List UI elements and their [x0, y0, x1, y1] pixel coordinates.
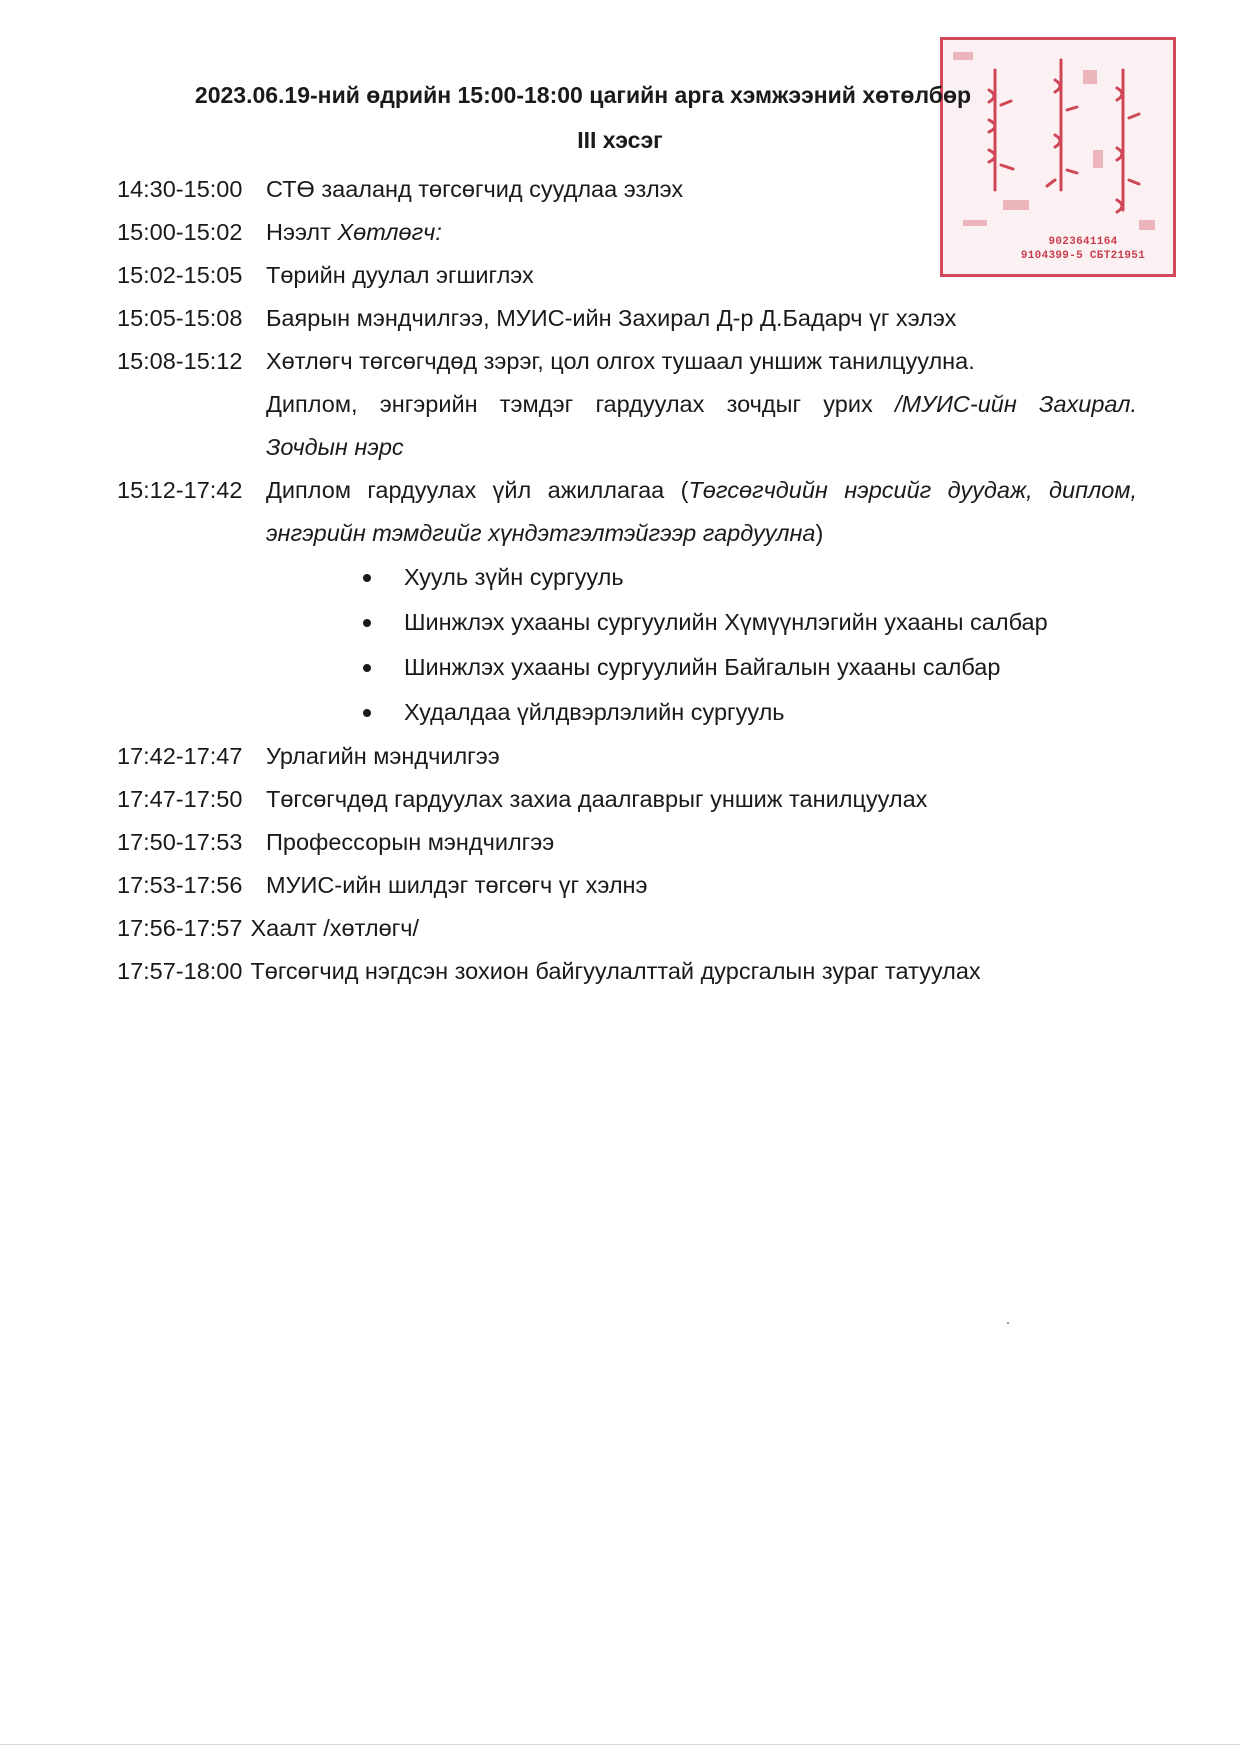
schedule-time: 15:12-17:42 [117, 477, 243, 503]
schedule-item [117, 735, 1137, 778]
host-label: Хөтлөгч: [337, 219, 442, 245]
schedule-text: Төгсөгчдөд гардуулах захиа даалгаврыг уншиж танилцуулах [266, 786, 928, 812]
schedule-text: Урлагийн мэндчилгээ [266, 743, 500, 769]
schedule-time: 17:56-17:57 [117, 915, 243, 941]
schedule-item [117, 469, 1137, 555]
schedule-item [117, 340, 1137, 469]
schedule-text: СТӨ зааланд төгсөгчид суудлаа эзлэх [266, 176, 684, 202]
schedule-item [117, 864, 1137, 907]
list-item: Хууль зүйн сургууль [363, 555, 1137, 600]
schedule-item [117, 254, 1137, 297]
schedule-text: Профессорын мэндчилгээ [266, 829, 555, 855]
schedule-text: Диплом гардуулах үйл ажиллагаа (Төгсөгчдийн нэрсийг дуудаж, диплом, энгэрийн тэмдгийг хүндэтгэлтэйгээр гардуулна) [266, 477, 1137, 546]
schedule-time: 17:53-17:56 [117, 872, 243, 898]
schedule-item [117, 907, 1137, 950]
schedule-item [117, 821, 1137, 864]
schedule-time: 15:00-15:02 [117, 219, 243, 245]
schedule-text: Баярын мэндчилгээ, МУИС-ийн Захирал Д-р Д.Бадарч үг хэлэх [266, 305, 957, 331]
schedule-time: 15:08-15:12 [117, 348, 243, 374]
schedule-text: Хөтлөгч төгсөгчдөд зэрэг, цол олгох тушаал уншиж танилцуулна. Диплом, энгэрийн тэмдэг гардуулах зочдыг урих /МУИС-ийн Захирал. Зочдын нэрс [266, 348, 1137, 460]
bullet-icon [363, 664, 371, 672]
page-edge-line [0, 1744, 1240, 1745]
schedule-time: 17:50-17:53 [117, 829, 243, 855]
schedule-text: Нээлт Хөтлөгч: [266, 219, 442, 245]
document-subtitle: III хэсэг [577, 127, 663, 153]
schedule-text: Төгсөгчид нэгдсэн зохион байгуулалттай дурсгалын зураг татуулах [250, 958, 981, 984]
bullet-icon [363, 709, 371, 717]
schedule-time: 15:05-15:08 [117, 305, 243, 331]
schedule-time: 17:47-17:50 [117, 786, 243, 812]
list-item: Шинжлэх ухааны сургуулийн Байгалын ухааны салбар [363, 645, 1137, 690]
schedule-item [117, 211, 1137, 254]
schedule-text: МУИС-ийн шилдэг төгсөгч үг хэлнэ [266, 872, 648, 898]
list-item: Шинжлэх ухааны сургуулийн Хүмүүнлэгийн ухааны салбар [363, 600, 1137, 645]
schedule-item [117, 950, 1137, 993]
bullet-icon [363, 619, 371, 627]
scan-speck [1007, 1322, 1009, 1324]
bullet-icon [363, 574, 371, 582]
schedule-text: Хаалт /хөтлөгч/ [250, 915, 419, 941]
stamp-number-2: 9104399-5 СБТ21951 [1020, 250, 1146, 262]
document-title: 2023.06.19-ний өдрийн 15:00-18:00 цагийн арга хэмжээний хөтөлбөр [194, 82, 972, 108]
schedule-time: 14:30-15:00 [117, 176, 243, 202]
schedule-text: Төрийн дуулал эгшиглэх [266, 262, 534, 288]
stamp-number-1: 9023641164 [1048, 236, 1118, 248]
schedule-time: 17:42-17:47 [117, 743, 243, 769]
schedule-time: 15:02-15:05 [117, 262, 243, 288]
schedule-time: 17:57-18:00 [117, 958, 243, 984]
schedule-list [117, 168, 1137, 993]
schedule-item [117, 778, 1137, 821]
school-list [117, 555, 1137, 735]
schedule-item [117, 168, 1137, 211]
schedule-item [117, 297, 1137, 340]
list-item: Худалдаа үйлдвэрлэлийн сургууль [363, 690, 1137, 735]
